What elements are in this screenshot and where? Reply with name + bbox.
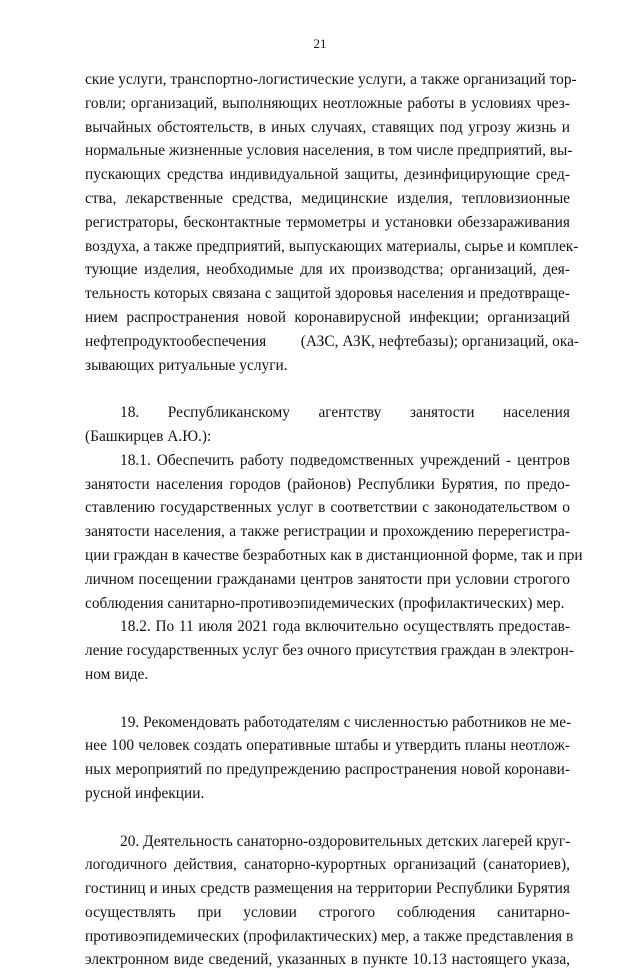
text-line: нормальные жизненные условия населения, в том числе предприятий, вы- [85, 139, 570, 163]
text-line: 20. Деятельность санаторно-оздоровительных детских лагерей круг- [85, 830, 570, 854]
paragraph-18-2 [85, 615, 570, 686]
text-line: 19. Рекомендовать работодателям с численностью работников не ме- [85, 711, 570, 735]
text-line: 18.2. По 11 июля 2021 года включительно осуществлять предостав- [85, 615, 570, 639]
text-line: ление государственных услуг без очного присутствия граждан в электрон- [85, 639, 570, 663]
text-line: 18. Республиканскому агентству занятости населения [85, 401, 570, 425]
text-line: ставлению государственных услуг в соответствии с законодательством о [85, 496, 570, 520]
text-line: ном виде. [85, 663, 570, 687]
text-line: ства, лекарственные средства, медицинские изделия, тепловизионные [85, 187, 570, 211]
text-line: воздуха, а также предприятий, выпускающих материалы, сырье и комплек- [85, 235, 570, 259]
text-line: личном посещении гражданами центров занятости при условии строгого [85, 568, 570, 592]
text-line: нее 100 человек создать оперативные штабы и утвердить планы неотлож- [85, 734, 570, 758]
text-line: пускающих средства индивидуальной защиты, дезинфицирующие сред- [85, 163, 570, 187]
paragraph-19 [85, 711, 570, 806]
paragraph-continuation [85, 68, 570, 377]
paragraph-18 [85, 401, 570, 449]
text-line: логодичного действия, санаторно-курортных организаций (санаториев), [85, 853, 570, 877]
text-line: соблюдения санитарно-противоэпидемических (профилактических) мер. [85, 592, 570, 616]
text-line: говли; организаций, выполняющих неотложные работы в условиях чрез- [85, 92, 570, 116]
text-line: противоэпидемических (профилактических) мер, а также представления в [85, 925, 570, 949]
paragraph-18-1 [85, 449, 570, 616]
text-line: зывающих ритуальные услуги. [85, 354, 570, 378]
text-line: русной инфекции. [85, 782, 570, 806]
text-line: нием распространения новой коронавирусной инфекции; организаций [85, 306, 570, 330]
text-line: ных мероприятий по предупреждению распространения новой коронави- [85, 758, 570, 782]
text-line: ские услуги, транспортно-логистические услуги, а также организаций тор- [85, 68, 570, 92]
text-line: (Башкирцев А.Ю.): [85, 425, 570, 449]
text-line: занятости населения городов (районов) Республики Бурятия, по предо- [85, 473, 570, 497]
text-line: тельность которых связана с защитой здоровья населения и предотвраще- [85, 282, 570, 306]
text-line: вычайных обстоятельств, в иных случаях, ставящих под угрозу жизнь и [85, 116, 570, 140]
paragraph-20 [85, 830, 570, 972]
text-line: занятости населения, а также регистрации и прохождению перерегистра- [85, 520, 570, 544]
document-body [85, 68, 570, 972]
text-line: ции граждан в качестве безработных как в дистанционной форме, так и при [85, 544, 570, 568]
text-line: электронном виде сведений, указанных в пункте 10.13 настоящего указа, [85, 948, 570, 972]
text-line: нефтепродуктообеспечения (АЗС, АЗК, нефтебазы); организаций, ока- [85, 330, 570, 354]
text-line: тующие изделия, необходимые для их производства; организаций, дея- [85, 258, 570, 282]
page-number: 21 [0, 36, 640, 52]
text-line: осуществлять при условии строгого соблюдения санитарно- [85, 901, 570, 925]
text-line: регистраторы, бесконтактные термометры и установки обеззараживания [85, 211, 570, 235]
text-line: гостиниц и иных средств размещения на территории Республики Бурятия [85, 877, 570, 901]
text-line: 18.1. Обеспечить работу подведомственных учреждений - центров [85, 449, 570, 473]
